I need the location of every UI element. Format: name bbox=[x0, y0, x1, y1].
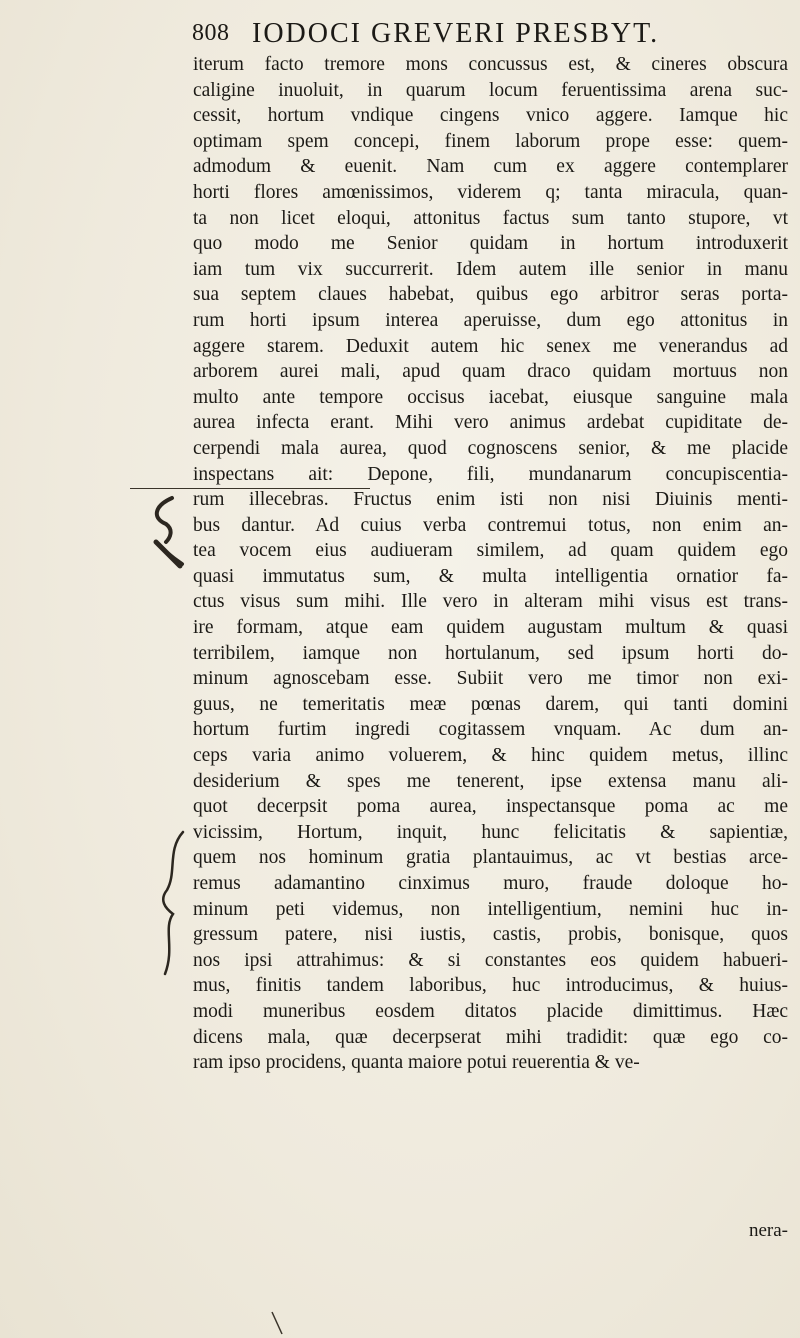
text-line: horti flores amœnissimos, viderem q; tanta miracula, quan- bbox=[193, 181, 788, 203]
text-line: quem nos hominum gratia plantauimus, ac vt bestias arce- bbox=[193, 847, 788, 869]
page-header bbox=[192, 18, 792, 48]
text-line: ire formam, atque eam quidem augustam multum & quasi bbox=[193, 617, 788, 639]
text-line: inspectans ait: Depone, fili, mundanarum concupiscentia- bbox=[193, 463, 788, 485]
text-line: modi muneribus eosdem ditatos placide dimittimus. Hæc bbox=[193, 1000, 788, 1022]
hand-drawn-rule bbox=[130, 488, 370, 489]
text-line: arborem aurei mali, apud quam draco quidam mortuus non bbox=[193, 361, 788, 383]
catchword: nera- bbox=[748, 1220, 788, 1241]
text-line: quot decerpsit poma aurea, inspectansque poma ac me bbox=[193, 796, 788, 818]
text-line: quasi immutatus sum, & multa intelligentia ornatior fa- bbox=[193, 565, 788, 587]
text-line: quo modo me Senior quidam in hortum introduxerit bbox=[193, 233, 788, 255]
text-line: minum agnoscebam esse. Subiit vero me timor non exi- bbox=[193, 668, 788, 690]
text-line: hortum furtim ingredi cogitassem vnquam. Ac dum an- bbox=[193, 719, 788, 741]
text-line: minum peti videmus, non intelligentium, nemini huc in- bbox=[193, 898, 788, 920]
page-number: 808 bbox=[192, 20, 230, 46]
margin-bracket-mark bbox=[140, 490, 190, 570]
running-head: IODOCI GREVERI PRESBYT. bbox=[252, 18, 660, 49]
text-line: iam tum vix succurrerit. Idem autem ille senior in manu bbox=[193, 258, 788, 280]
text-line: rum illecebras. Fructus enim isti non nisi Diuinis menti- bbox=[193, 489, 788, 511]
text-line: terribilem, iamque non hortulanum, sed ipsum horti do- bbox=[193, 642, 788, 664]
text-line: caligine inuoluit, in quarum locum feruentissima arena suc- bbox=[193, 79, 788, 101]
text-line: cerpendi mala aurea, quod cognoscens senior, & me placide bbox=[193, 437, 788, 459]
text-line: mus, finitis tandem laboribus, huc introducimus, & huius- bbox=[193, 975, 788, 997]
text-line: optimam spem concepi, finem laborum prope esse: quem- bbox=[193, 130, 788, 152]
text-line: nos ipsi attrahimus: & si constantes eos quidem habueri- bbox=[193, 949, 788, 971]
text-line: remus adamantino cinximus muro, fraude doloque ho- bbox=[193, 873, 788, 894]
text-line: ta non licet eloqui, attonitus factus sum tanto stupore, vt bbox=[193, 207, 788, 229]
text-line: rum horti ipsum interea aperuisse, dum ego attonitus in bbox=[193, 309, 788, 331]
text-line: iterum facto tremore mons concussus est, & cineres obscura bbox=[193, 54, 788, 75]
text-line: aurea infecta erant. Mihi vero animus ardebat cupiditate de- bbox=[193, 412, 788, 434]
text-line: dicens mala, quæ decerpserat mihi tradidit: quæ ego co- bbox=[193, 1026, 788, 1048]
text-line: sua septem claues habebat, quibus ego arbitror seras porta- bbox=[193, 284, 788, 306]
text-line: ctus visus sum mihi. Ille vero in alteram mihi visus est trans- bbox=[193, 591, 788, 613]
text-line: desiderium & spes me tenerent, ipse extensa manu ali- bbox=[193, 770, 788, 792]
body-text bbox=[193, 52, 788, 1076]
text-line: gressum patere, nisi iustis, castis, probis, bonisque, quos bbox=[193, 924, 788, 946]
text-line: multo ante tempore occisus iacebat, eiusque sanguine mala bbox=[193, 386, 788, 408]
text-line: admodum & euenit. Nam cum ex aggere contemplarer bbox=[193, 156, 788, 178]
text-line: guus, ne temeritatis meæ pœnas darem, qui tanti domini bbox=[193, 693, 788, 715]
margin-stroke-mark bbox=[268, 1310, 288, 1338]
text-line: vicissim, Hortum, inquit, hunc felicitatis & sapientiæ, bbox=[193, 821, 788, 843]
margin-brace-mark bbox=[155, 828, 195, 978]
text-line: bus dantur. Ad cuius verba contremui totus, non enim an- bbox=[193, 514, 788, 536]
text-line: aggere starem. Deduxit autem hic senex me venerandus ad bbox=[193, 335, 788, 357]
text-line: cessit, hortum vndique cingens vnico aggere. Iamque hic bbox=[193, 105, 788, 127]
text-line: tea vocem eius audiueram similem, ad quam quidem ego bbox=[193, 540, 788, 562]
text-line: ram ipso procidens, quanta maiore potui reuerentia & ve- bbox=[193, 1052, 640, 1074]
text-line: ceps varia animo voluerem, & hinc quidem metus, illinc bbox=[193, 745, 788, 767]
